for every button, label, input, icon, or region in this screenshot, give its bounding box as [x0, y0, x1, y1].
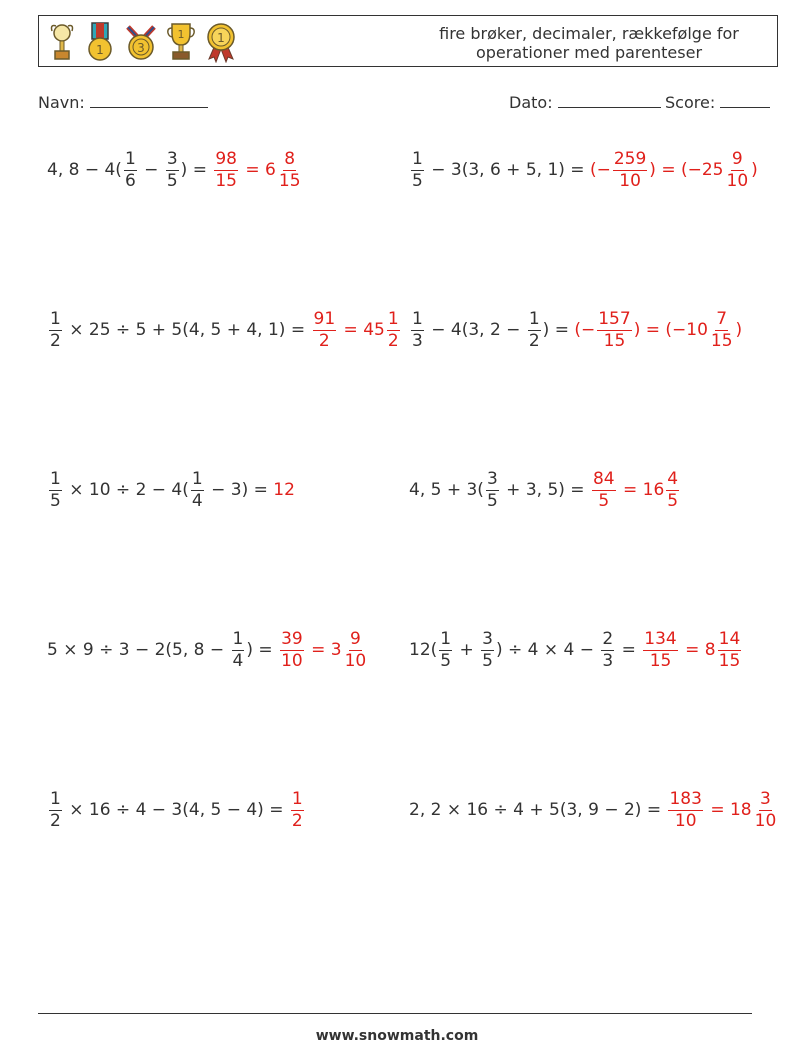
- question-fraction: [232, 629, 245, 672]
- denominator: 2: [318, 330, 330, 351]
- worksheet-header: [38, 15, 778, 67]
- answer-fraction: [718, 629, 742, 672]
- title-line-2: operationer med parenteser: [475, 43, 703, 62]
- numerator: 9: [349, 628, 361, 649]
- denominator: 10: [344, 650, 367, 671]
- name-line[interactable]: [90, 93, 208, 108]
- date-line[interactable]: [558, 93, 661, 108]
- numerator: 3: [166, 148, 178, 169]
- denominator: 5: [482, 650, 493, 671]
- question-text: ) =: [542, 320, 575, 340]
- answer-fraction: [214, 149, 238, 192]
- name-label: Navn:: [38, 93, 85, 112]
- denominator: 15: [649, 650, 672, 671]
- numerator: 3: [760, 788, 771, 809]
- question: [409, 469, 590, 512]
- svg-text:3: 3: [137, 41, 145, 55]
- question-text: × 10 ÷ 2 − 4(: [63, 480, 189, 500]
- problem-6: [409, 460, 681, 520]
- question-text: =: [616, 640, 642, 660]
- cup-1-icon: [167, 21, 195, 63]
- denominator: 5: [598, 490, 610, 511]
- question-text: × 25 ÷ 5 + 5(4, 5 + 4, 1) =: [63, 320, 311, 340]
- answer-fraction: [754, 789, 778, 832]
- svg-text:1: 1: [96, 43, 104, 57]
- numerator: 7: [716, 308, 728, 329]
- numerator: 1: [50, 788, 61, 809]
- question-fraction: [49, 789, 62, 832]
- answer: [273, 480, 295, 500]
- denominator: 4: [232, 650, 244, 671]
- question-fraction: [481, 629, 494, 672]
- problem-10: [409, 780, 779, 840]
- answer-fraction: [313, 309, 337, 352]
- question: [409, 800, 666, 820]
- question: [47, 629, 278, 672]
- numerator: 259: [613, 148, 647, 169]
- answer-fraction: [643, 629, 677, 672]
- answer-text: = 45: [338, 320, 385, 340]
- denominator: 15: [215, 170, 237, 191]
- question: [47, 149, 212, 192]
- date-label: Dato:: [509, 93, 553, 112]
- question: [409, 309, 574, 352]
- numerator: 1: [232, 628, 244, 649]
- denominator: 15: [278, 170, 301, 191]
- question-fraction: [411, 309, 424, 352]
- answer-fraction: [280, 629, 304, 672]
- denominator: 2: [50, 330, 61, 351]
- denominator: 5: [166, 170, 178, 191]
- answer: [666, 789, 779, 832]
- denominator: 10: [754, 810, 777, 831]
- denominator: 2: [291, 810, 303, 831]
- question: [47, 469, 273, 512]
- problem-2: [409, 140, 758, 200]
- question-text: + 3, 5) =: [500, 480, 590, 500]
- numerator: 4: [667, 468, 679, 489]
- numerator: 1: [124, 148, 136, 169]
- denominator: 10: [674, 810, 697, 831]
- answer-text: ): [735, 320, 743, 340]
- denominator: 10: [619, 170, 641, 191]
- denominator: 2: [528, 330, 540, 351]
- question-text: ) =: [246, 640, 279, 660]
- denominator: 4: [191, 490, 203, 511]
- answer-fraction: [387, 309, 400, 352]
- numerator: 8: [284, 148, 296, 169]
- numerator: 98: [215, 148, 237, 169]
- question-fraction: [439, 629, 452, 672]
- answer: [289, 789, 306, 832]
- footer-divider: [38, 1013, 752, 1014]
- numerator: 1: [412, 148, 423, 169]
- question-text: 5 × 9 ÷ 3 − 2(5, 8 −: [47, 640, 230, 660]
- denominator: 5: [667, 490, 679, 511]
- numerator: 1: [50, 468, 61, 489]
- answer-text: = 16: [617, 480, 665, 500]
- numerator: 1: [191, 468, 203, 489]
- answer-text: (−: [589, 160, 611, 180]
- trophy-icon: [49, 21, 75, 63]
- problem-1: [47, 140, 304, 200]
- answer-fraction: [668, 789, 702, 832]
- question-fraction: [411, 149, 424, 192]
- question: [47, 789, 289, 832]
- answer: [574, 309, 742, 352]
- answer-fraction: [592, 469, 616, 512]
- title-line-1: fire brøker, decimaler, rækkefølge for: [439, 24, 739, 43]
- question-text: − 3) =: [205, 480, 274, 500]
- medal-3-icon: [125, 21, 157, 63]
- numerator: 39: [281, 628, 303, 649]
- question-text: −: [138, 160, 164, 180]
- denominator: 15: [718, 650, 741, 671]
- question-text: 4, 8 − 4(: [47, 160, 122, 180]
- numerator: 1: [291, 788, 303, 809]
- denominator: 3: [412, 330, 423, 351]
- answer-fraction: [726, 149, 750, 192]
- denominator: 3: [602, 650, 614, 671]
- rosette-1-icon: [205, 21, 237, 63]
- problem-3: [47, 300, 402, 360]
- award-icons: [49, 19, 237, 65]
- answer: [278, 629, 369, 672]
- answer-text: ) = (−25: [649, 160, 724, 180]
- question-text: ) =: [180, 160, 213, 180]
- answer-text: ): [751, 160, 758, 180]
- answer-text: 12: [273, 480, 295, 500]
- numerator: 157: [598, 308, 631, 329]
- denominator: 15: [603, 330, 626, 351]
- numerator: 1: [387, 308, 399, 329]
- denominator: 5: [412, 170, 423, 191]
- numerator: 1: [412, 308, 423, 329]
- answer-text: = 6: [240, 160, 276, 180]
- question-text: 2, 2 × 16 ÷ 4 + 5(3, 9 − 2) =: [409, 800, 667, 820]
- numerator: 134: [644, 628, 677, 649]
- answer-fraction: [344, 629, 368, 672]
- answer: [590, 149, 758, 192]
- score-label: Score:: [665, 93, 716, 112]
- denominator: 10: [726, 170, 749, 191]
- name-field[interactable]: [38, 93, 208, 112]
- answer-text: ) = (−10: [633, 320, 708, 340]
- answer-text: (−: [574, 320, 596, 340]
- question-text: +: [454, 640, 480, 660]
- question-fraction: [49, 469, 62, 512]
- numerator: 3: [486, 468, 498, 489]
- numerator: 84: [592, 468, 615, 489]
- denominator: 10: [281, 650, 303, 671]
- numerator: 2: [602, 628, 614, 649]
- numerator: 1: [528, 308, 540, 329]
- numerator: 3: [482, 628, 493, 649]
- denominator: 2: [387, 330, 399, 351]
- answer-fraction: [597, 309, 631, 352]
- answer: [212, 149, 303, 192]
- svg-text:1: 1: [177, 28, 185, 41]
- medal-1-icon: [85, 21, 115, 63]
- footer-website: www.snowmath.com: [315, 1028, 479, 1044]
- denominator: 5: [440, 650, 452, 671]
- question-fraction: [49, 309, 62, 352]
- answer-fraction: [666, 469, 679, 512]
- answer: [311, 309, 402, 352]
- date-field[interactable]: [509, 93, 661, 112]
- numerator: 14: [718, 628, 741, 649]
- numerator: 1: [50, 308, 61, 329]
- numerator: 183: [669, 788, 702, 809]
- question-fraction: [166, 149, 179, 192]
- denominator: 5: [486, 490, 498, 511]
- score-field[interactable]: [665, 93, 770, 112]
- question-fraction: [124, 149, 137, 192]
- numerator: 9: [731, 148, 743, 169]
- denominator: 15: [710, 330, 733, 351]
- question-fraction: [486, 469, 499, 512]
- answer: [641, 629, 743, 672]
- answer-text: = 3: [305, 640, 342, 660]
- problem-7: [47, 620, 369, 680]
- question-fraction: [601, 629, 614, 672]
- question-text: × 16 ÷ 4 − 3(4, 5 − 4) =: [63, 800, 289, 820]
- svg-text:1: 1: [217, 31, 225, 45]
- question: [409, 149, 590, 192]
- question-text: − 3(3, 6 + 5, 1) =: [425, 160, 590, 180]
- question-fraction: [528, 309, 541, 352]
- problem-5: [47, 460, 295, 520]
- numerator: 91: [313, 308, 336, 329]
- numerator: 1: [440, 628, 452, 649]
- question: [47, 309, 311, 352]
- question-text: 4, 5 + 3(: [409, 480, 484, 500]
- answer-fraction: [278, 149, 302, 192]
- question: [409, 629, 641, 672]
- answer: [590, 469, 681, 512]
- question-fraction: [191, 469, 204, 512]
- question-text: ) ÷ 4 × 4 −: [495, 640, 600, 660]
- problem-8: [409, 620, 743, 680]
- answer-fraction: [613, 149, 647, 192]
- denominator: 2: [50, 810, 61, 831]
- question-text: − 4(3, 2 −: [425, 320, 526, 340]
- problem-9: [47, 780, 306, 840]
- answer-text: = 8: [679, 640, 716, 660]
- problem-4: [409, 300, 742, 360]
- question-text: 12(: [409, 640, 438, 660]
- denominator: 5: [50, 490, 61, 511]
- score-line[interactable]: [720, 93, 770, 108]
- answer-fraction: [291, 789, 304, 832]
- answer-text: = 18: [704, 800, 752, 820]
- answer-fraction: [710, 309, 734, 352]
- denominator: 6: [124, 170, 136, 191]
- worksheet-title: [419, 24, 759, 62]
